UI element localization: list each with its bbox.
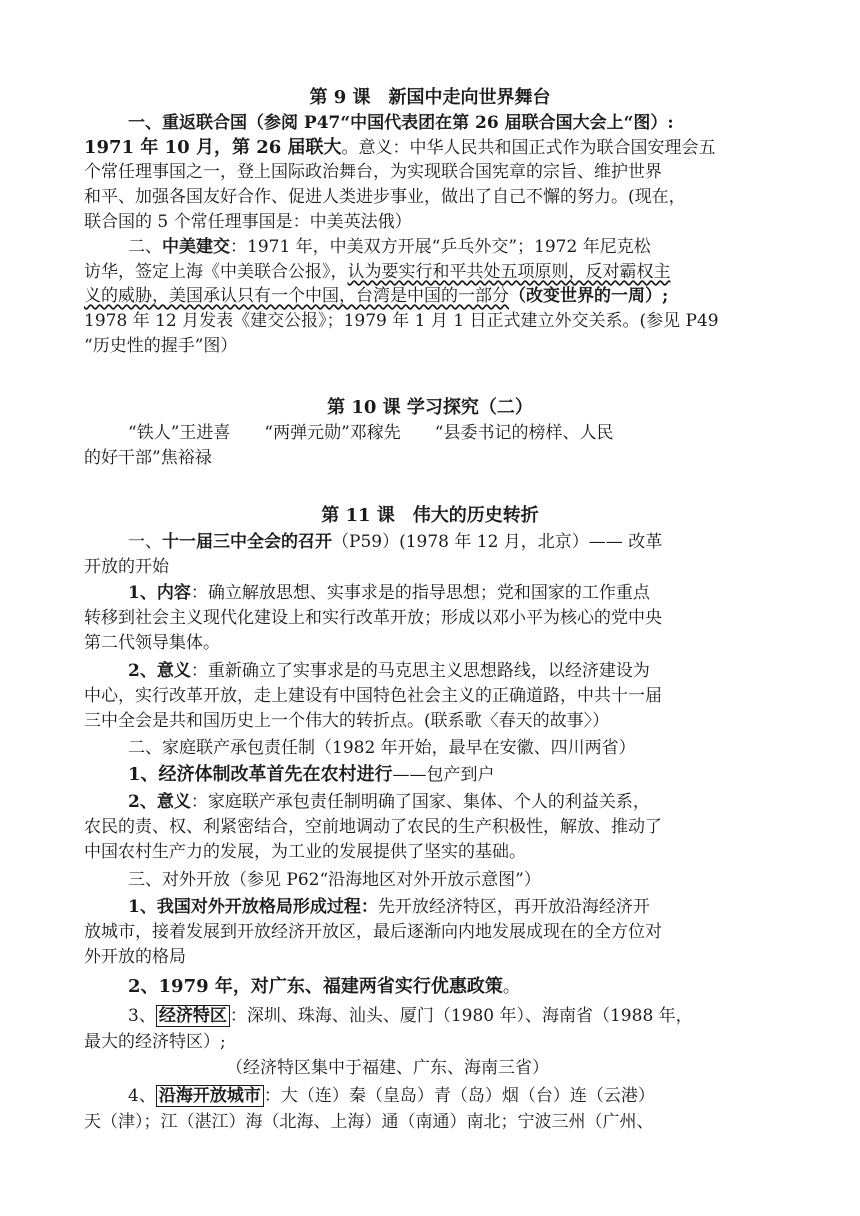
text: 3、 bbox=[128, 1006, 156, 1026]
lesson-9-section-1-line-2: 个常任理事国之一，登上国际政治舞台，为实现联合国宪章的宗旨、维护世界 bbox=[84, 162, 662, 182]
lesson-9-section-2-line-2 bbox=[84, 260, 784, 284]
bold-label: 2、意义 bbox=[128, 792, 191, 812]
bold-label: （改变世界的一周）; bbox=[509, 286, 669, 306]
lesson-10-line-2: 的好干部”焦裕禄 bbox=[84, 448, 212, 468]
bold-label: 2、1979 年，对广东、福建两省实行优惠政策 bbox=[128, 976, 503, 997]
lesson-9-section-2-line-5: “历史性的握手”图） bbox=[84, 336, 238, 356]
meaning-line-1 bbox=[128, 659, 784, 683]
lesson-11-section-1-line-1 bbox=[128, 530, 784, 554]
text: 先开放经济特区，再开放沿海经济开 bbox=[377, 897, 650, 917]
text: ：1971 年，中美双方开展“乒乓外交”；1972 年尼克松 bbox=[230, 237, 651, 257]
lesson-9-section-1-line-3: 和平、加强各国友好合作、促进人类进步事业，做出了自己不懈的努力。(现在， bbox=[84, 187, 686, 207]
text: ：深圳、珠海、汕头、厦门（1980 年）、海南省（1988 年， bbox=[229, 1006, 693, 1026]
lesson-9-section-2-line-1 bbox=[128, 235, 784, 259]
section-3-item-3-line-1 bbox=[128, 1004, 784, 1028]
text: 访华，签定上海《中美联合公报》， bbox=[84, 262, 348, 282]
bold-label: 1、内容 bbox=[128, 583, 191, 603]
meaning-line-2: 中心，实行改革开放，走上建设有中国特色社会主义的正确道路，中共十一届 bbox=[84, 686, 662, 706]
section-2-item-2-line-3: 中国农村生产力的发展，为工业的发展提供了坚实的基础。 bbox=[84, 842, 526, 862]
text: 。意义：中华人民共和国正式作为联合国安理会五 bbox=[341, 138, 716, 158]
text: ——包产到户 bbox=[392, 765, 495, 785]
lesson-9-section-1-line-1 bbox=[84, 136, 784, 160]
bold-label: 十一届三中全会的召开 bbox=[162, 532, 332, 552]
text: 二、 bbox=[128, 237, 162, 257]
lesson-10-title: 第 10 课 学习探究（二） bbox=[327, 397, 533, 418]
section-3-item-3-line-2: 最大的经济特区）; bbox=[84, 1032, 226, 1052]
bold-label: 中美建交 bbox=[162, 237, 230, 257]
section-3-item-4-line-2: 天（津）；江（湛江）海（北海、上海）通（南通）南北；宁波三州（广州、 bbox=[84, 1112, 654, 1132]
bold-label: 2、意义 bbox=[128, 661, 191, 681]
lesson-9-section-1-heading: 一、重返联合国（参阅 P47“中国代表团在第 26 届联合国大会上“图）: bbox=[128, 113, 674, 133]
boxed-term: 沿海开放城市 bbox=[156, 1085, 264, 1107]
text: 一、 bbox=[128, 532, 162, 552]
bold-label: 1、经济体制改革首先在农村进行 bbox=[128, 764, 393, 785]
lesson-9-title: 第 9 课 新国中走向世界舞台 bbox=[309, 87, 551, 108]
content-line-3: 第二代领导集体。 bbox=[84, 633, 220, 653]
text: ：重新确立了实事求是的马克思主义思想路线，以经济建设为 bbox=[190, 661, 650, 681]
lesson-9-section-2-line-3 bbox=[84, 284, 784, 308]
section-3-item-1-line-1 bbox=[128, 895, 784, 919]
lesson-9-section-2-line-4: 1978 年 12 月发表《建交公报》；1979 年 1 月 1 日正式建立外交关系。(参见 P49 bbox=[84, 311, 719, 331]
text: ：确立解放思想、实事求是的指导思想；党和国家的工作重点 bbox=[190, 583, 650, 603]
underlined-text: 认为要实行和平共处五项原则，反对霸权主 bbox=[347, 262, 671, 282]
content-line-1 bbox=[128, 581, 784, 605]
section-3-item-1-line-3: 外开放的格局 bbox=[84, 947, 186, 967]
lesson-11-section-1-line-2: 开放的开始 bbox=[84, 557, 169, 577]
text: ：家庭联产承包责任制明确了国家、集体、个人的利益关系， bbox=[190, 792, 650, 812]
section-3-item-2 bbox=[128, 975, 784, 999]
lesson-9-section-1-line-4: 联合国的 5 个常任理事国是：中美英法俄） bbox=[84, 212, 412, 232]
section-2-heading: 二、家庭联产承包责任制（1982 年开始，最早在安徽、四川两省） bbox=[128, 738, 636, 758]
underlined-text: 义的威胁，美国承认只有一个中国，台湾是中国的一部分 bbox=[84, 286, 509, 306]
section-3-heading: 三、对外开放（参见 P62“沿海地区对外开放示意图”） bbox=[128, 870, 541, 890]
section-2-item-2-line-2: 农民的责、权、利紧密结合，空前地调动了农民的生产积极性，解放、推动了 bbox=[84, 817, 662, 837]
date-label: 1971 年 10 月，第 26 届联大 bbox=[84, 137, 342, 158]
section-3-item-1-line-2: 放城市，接着发展到开放经济开放区，最后逐渐向内地发展成现在的全方位对 bbox=[84, 922, 662, 942]
text: 4、 bbox=[128, 1086, 156, 1106]
content-line-2: 转移到社会主义现代化建设上和实行改革开放；形成以邓小平为核心的党中央 bbox=[84, 608, 662, 628]
section-2-item-2-line-1 bbox=[128, 790, 784, 814]
text: （P59）(1978 年 12 月，北京）—— 改革 bbox=[332, 532, 663, 552]
text: 。 bbox=[502, 977, 520, 997]
text: ：大（连）秦（皇岛）青（岛）烟（台）连（云港） bbox=[263, 1086, 655, 1106]
lesson-10-line-1: “铁人”王进喜 “两弹元勋”邓稼先 “县委书记的榜样、人民 bbox=[128, 423, 614, 443]
bold-label: 1、我国对外开放格局形成过程： bbox=[128, 897, 378, 917]
lesson-11-title: 第 11 课 伟大的历史转折 bbox=[321, 505, 539, 526]
meaning-line-3: 三中全会是共和国历史上一个伟大的转折点。(联系歌〈春天的故事〉） bbox=[84, 711, 610, 731]
section-3-item-3-line-3: （经济特区集中于福建、广东、海南三省） bbox=[226, 1058, 549, 1078]
section-2-item-1 bbox=[128, 763, 784, 787]
section-3-item-4-line-1 bbox=[128, 1084, 784, 1108]
boxed-term: 经济特区 bbox=[156, 1005, 230, 1027]
